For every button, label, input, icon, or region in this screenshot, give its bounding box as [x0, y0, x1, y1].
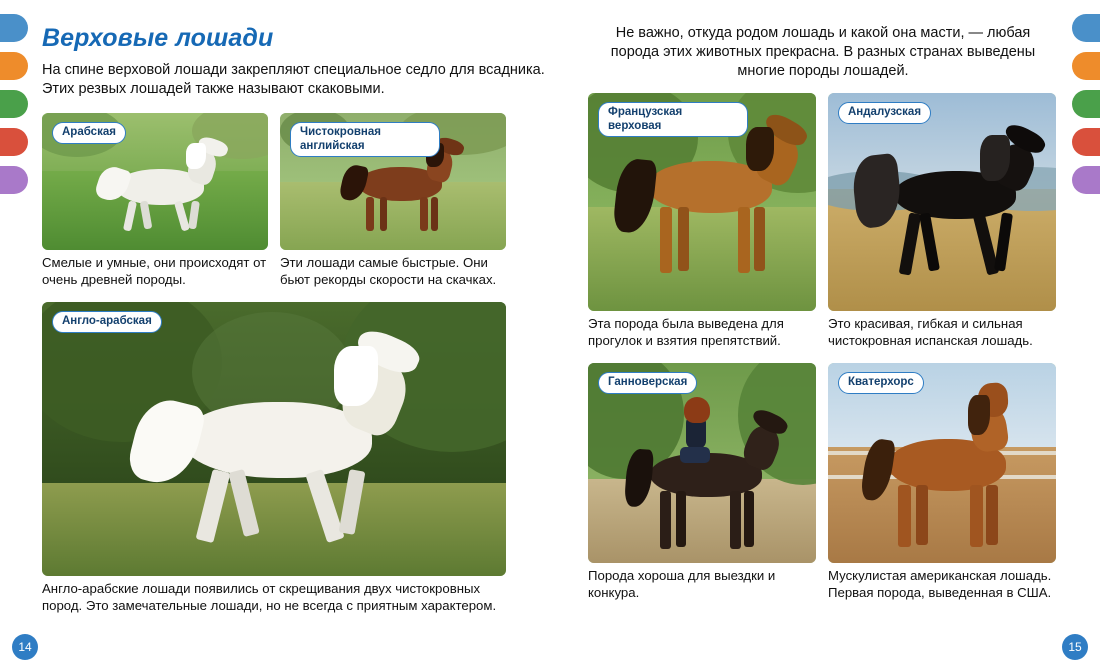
caption-quarter-horse: Мускулистая американская лошадь. Первая порода, выведенная в США.: [828, 568, 1052, 600]
page-number-right: 15: [1062, 634, 1088, 660]
badge-andalusian: Андалузская: [838, 102, 931, 123]
badge-arabian: Арабская: [52, 122, 126, 143]
left-page: [42, 24, 552, 614]
photo-quarter-horse: [828, 363, 1056, 563]
right-page: [588, 24, 1058, 601]
card-french-saddle: [588, 93, 816, 349]
left-top-row: [42, 113, 552, 288]
caption-andalusian: Это красивая, гибкая и сильная чистокровная испанская лошадь.: [828, 316, 1033, 348]
right-top-row: [588, 93, 1058, 349]
photo-hanoverian: [588, 363, 816, 563]
card-andalusian: [828, 93, 1056, 349]
caption-hanoverian: Порода хороша для выездки и конкура.: [588, 568, 776, 600]
caption-french-saddle: Эта порода была выведена для прогулок и взятия препятствий.: [588, 316, 784, 348]
caption-arabian: Смелые и умные, они происходят от очень древней породы.: [42, 255, 267, 287]
badge-quarter-horse: Кватерхорс: [838, 372, 924, 393]
card-thoroughbred: [280, 113, 506, 288]
right-bottom-row: [588, 363, 1058, 601]
photo-anglo-arabian: [42, 302, 506, 576]
card-quarter-horse: [828, 363, 1056, 601]
badge-french-saddle: Французская верховая: [598, 102, 748, 137]
caption-anglo-arabian: Англо-арабские лошади появились от скрещивания двух чистокровных пород. Это замечательные лошади, но не всегда с приятным характером.: [42, 581, 497, 613]
left-intro-text: На спине верховой лошади закрепляют специальное седло для всадника. Этих резвых лошадей также называют скаковыми.: [42, 62, 545, 98]
badge-thoroughbred: Чистокровная английская: [290, 122, 440, 157]
caption-thoroughbred: Эти лошади самые быстрые. Они бьют рекорды скорости на скачках.: [280, 255, 497, 287]
card-anglo-arabian: [42, 302, 506, 614]
card-hanoverian: [588, 363, 816, 601]
photo-arabian: [42, 113, 268, 250]
page-number-left: 14: [12, 634, 38, 660]
card-arabian: [42, 113, 268, 288]
badge-hanoverian: Ганноверская: [598, 372, 697, 393]
page-title: Верховые лошади: [42, 24, 274, 52]
photo-andalusian: [828, 93, 1056, 311]
photo-french-saddle: [588, 93, 816, 311]
right-intro-text: Не важно, откуда родом лошадь и какой она масти, — любая порода этих животных прекрасна. В разных странах выведены многие породы лошадей.: [610, 25, 1036, 80]
photo-thoroughbred: [280, 113, 506, 250]
badge-anglo-arabian: Англо-арабская: [52, 311, 162, 332]
